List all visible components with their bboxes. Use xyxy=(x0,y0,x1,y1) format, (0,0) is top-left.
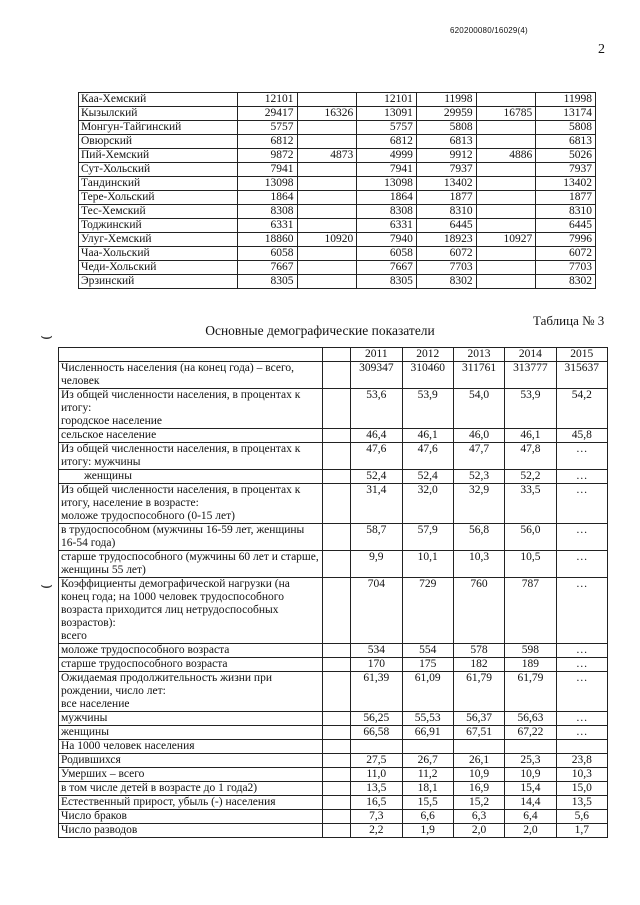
value-cell: 47,7 xyxy=(453,443,504,470)
table-row xyxy=(79,121,596,135)
blank-cell xyxy=(323,658,351,672)
value-cell: 9,9 xyxy=(351,551,402,578)
value-cell: 7941 xyxy=(357,163,417,177)
value-cell: 16785 xyxy=(476,107,536,121)
value-cell: 23,8 xyxy=(556,754,607,768)
value-cell: 46,1 xyxy=(402,429,453,443)
value-cell: 54,2 xyxy=(556,389,607,429)
value-cell: 11998 xyxy=(536,93,596,107)
value-cell: 2,0 xyxy=(453,824,504,838)
value-cell: 8305 xyxy=(357,275,417,289)
table-row xyxy=(79,233,596,247)
table-row xyxy=(59,644,608,658)
value-cell: 8302 xyxy=(536,275,596,289)
value-cell: 46,0 xyxy=(453,429,504,443)
value-cell xyxy=(297,275,357,289)
value-cell: 5757 xyxy=(357,121,417,135)
value-cell: 760 xyxy=(453,578,504,644)
value-cell: 6,6 xyxy=(402,810,453,824)
indicator-label: Из общей численности населения, в процентах к итогу: городское население xyxy=(59,389,323,429)
value-cell xyxy=(297,261,357,275)
value-cell: 4999 xyxy=(357,149,417,163)
year-header: 2012 xyxy=(402,348,453,362)
value-cell: 66,58 xyxy=(351,726,402,740)
value-cell: 11,0 xyxy=(351,768,402,782)
value-cell: 4886 xyxy=(476,149,536,163)
value-cell: 52,4 xyxy=(351,470,402,484)
value-cell: 6072 xyxy=(416,247,476,261)
value-cell: 15,5 xyxy=(402,796,453,810)
value-cell: 46,1 xyxy=(505,429,556,443)
value-cell xyxy=(297,93,357,107)
value-cell: 25,3 xyxy=(505,754,556,768)
table-row xyxy=(59,524,608,551)
value-cell: 67,22 xyxy=(505,726,556,740)
table-row xyxy=(59,810,608,824)
indicator-label: Число разводов xyxy=(59,824,323,838)
indicator-label: женщины xyxy=(59,726,323,740)
district-name-cell: Сут-Хольский xyxy=(79,163,238,177)
value-cell xyxy=(556,740,607,754)
value-cell: … xyxy=(556,712,607,726)
value-cell: 7667 xyxy=(357,261,417,275)
margin-mark: ⌣ xyxy=(40,325,54,347)
indicator-label: Ожидаемая продолжительность жизни при рождении, число лет: все население xyxy=(59,672,323,712)
indicator-label: моложе трудоспособного возраста xyxy=(59,644,323,658)
value-cell: 170 xyxy=(351,658,402,672)
value-cell: 58,7 xyxy=(351,524,402,551)
value-cell xyxy=(476,191,536,205)
table-row xyxy=(59,389,608,429)
value-cell: 32,9 xyxy=(453,484,504,524)
value-cell: 29417 xyxy=(237,107,297,121)
value-cell: 56,25 xyxy=(351,712,402,726)
value-cell xyxy=(476,177,536,191)
value-cell: 10927 xyxy=(476,233,536,247)
value-cell: 6058 xyxy=(237,247,297,261)
value-cell: 7996 xyxy=(536,233,596,247)
blank-cell xyxy=(323,726,351,740)
value-cell: 6812 xyxy=(237,135,297,149)
table-row xyxy=(59,754,608,768)
value-cell: 7940 xyxy=(357,233,417,247)
value-cell: 311761 xyxy=(453,362,504,389)
district-name-cell: Тес-Хемский xyxy=(79,205,238,219)
value-cell: 13098 xyxy=(237,177,297,191)
header-label-cell xyxy=(59,348,323,362)
year-header: 2013 xyxy=(453,348,504,362)
value-cell: 10,1 xyxy=(402,551,453,578)
district-name-cell: Кызылский xyxy=(79,107,238,121)
indicator-label: Умерших – всего xyxy=(59,768,323,782)
value-cell: 61,79 xyxy=(505,672,556,712)
value-cell: 45,8 xyxy=(556,429,607,443)
value-cell: 33,5 xyxy=(505,484,556,524)
value-cell xyxy=(476,121,536,135)
district-name-cell: Чеди-Хольский xyxy=(79,261,238,275)
value-cell: 10,3 xyxy=(556,768,607,782)
value-cell: 14,4 xyxy=(505,796,556,810)
value-cell: … xyxy=(556,578,607,644)
value-cell: … xyxy=(556,470,607,484)
value-cell: 32,0 xyxy=(402,484,453,524)
value-cell: 13174 xyxy=(536,107,596,121)
value-cell: 6,4 xyxy=(505,810,556,824)
value-cell: 53,9 xyxy=(505,389,556,429)
value-cell: 8305 xyxy=(237,275,297,289)
value-cell: 15,0 xyxy=(556,782,607,796)
value-cell: … xyxy=(556,524,607,551)
value-cell: 10,3 xyxy=(453,551,504,578)
blank-cell xyxy=(323,782,351,796)
table-row xyxy=(79,247,596,261)
blank-cell xyxy=(323,484,351,524)
value-cell: 26,1 xyxy=(453,754,504,768)
blank-cell xyxy=(323,362,351,389)
blank-cell xyxy=(323,810,351,824)
value-cell: 56,63 xyxy=(505,712,556,726)
district-name-cell: Пий-Хемский xyxy=(79,149,238,163)
value-cell xyxy=(297,121,357,135)
table-row xyxy=(59,362,608,389)
table-title: Основные демографические показатели xyxy=(205,323,435,338)
value-cell: 787 xyxy=(505,578,556,644)
table-row xyxy=(59,726,608,740)
blank-cell xyxy=(323,768,351,782)
value-cell: 5808 xyxy=(416,121,476,135)
indicator-label: старше трудоспособного возраста xyxy=(59,658,323,672)
table-row xyxy=(59,768,608,782)
value-cell: 1,7 xyxy=(556,824,607,838)
table-row xyxy=(59,658,608,672)
indicator-label: Родившихся xyxy=(59,754,323,768)
blank-cell xyxy=(323,754,351,768)
indicator-label: сельское население xyxy=(59,429,323,443)
value-cell xyxy=(297,191,357,205)
value-cell: 10,9 xyxy=(453,768,504,782)
value-cell: 53,9 xyxy=(402,389,453,429)
value-cell: 182 xyxy=(453,658,504,672)
value-cell: 13,5 xyxy=(351,782,402,796)
value-cell xyxy=(297,219,357,233)
value-cell: 16,5 xyxy=(351,796,402,810)
district-name-cell: Чаа-Хольский xyxy=(79,247,238,261)
value-cell: 315637 xyxy=(556,362,607,389)
value-cell: 52,4 xyxy=(402,470,453,484)
value-cell: 61,09 xyxy=(402,672,453,712)
value-cell: 6331 xyxy=(237,219,297,233)
table-row xyxy=(79,205,596,219)
demographic-indicators-table xyxy=(58,347,608,838)
table-row xyxy=(59,796,608,810)
district-name-cell: Каа-Хемский xyxy=(79,93,238,107)
value-cell xyxy=(476,275,536,289)
value-cell: 5026 xyxy=(536,149,596,163)
value-cell: 8310 xyxy=(416,205,476,219)
district-name-cell: Эрзинский xyxy=(79,275,238,289)
value-cell: 61,79 xyxy=(453,672,504,712)
district-name-cell: Тере-Хольский xyxy=(79,191,238,205)
indicator-label: На 1000 человек населения xyxy=(59,740,323,754)
indicator-label: Из общей численности населения, в процентах к итогу: мужчины xyxy=(59,443,323,470)
value-cell xyxy=(297,163,357,177)
value-cell xyxy=(297,177,357,191)
value-cell: 13402 xyxy=(536,177,596,191)
value-cell: 6058 xyxy=(357,247,417,261)
value-cell xyxy=(453,740,504,754)
value-cell: 55,53 xyxy=(402,712,453,726)
value-cell xyxy=(476,247,536,261)
document-id: 620200080/16029(4) xyxy=(450,26,528,35)
value-cell: 8308 xyxy=(357,205,417,219)
value-cell: 29959 xyxy=(416,107,476,121)
value-cell: 6,3 xyxy=(453,810,504,824)
page-number: 2 xyxy=(598,42,605,57)
value-cell: 7937 xyxy=(536,163,596,177)
value-cell xyxy=(297,135,357,149)
value-cell: 13402 xyxy=(416,177,476,191)
value-cell: 5757 xyxy=(237,121,297,135)
value-cell: 31,4 xyxy=(351,484,402,524)
value-cell: 46,4 xyxy=(351,429,402,443)
table-row xyxy=(79,93,596,107)
value-cell: 8308 xyxy=(237,205,297,219)
value-cell: 52,2 xyxy=(505,470,556,484)
value-cell: 9912 xyxy=(416,149,476,163)
value-cell: 18,1 xyxy=(402,782,453,796)
value-cell xyxy=(476,163,536,177)
value-cell: 54,0 xyxy=(453,389,504,429)
header-blank-cell xyxy=(323,348,351,362)
value-cell: … xyxy=(556,551,607,578)
value-cell: 6072 xyxy=(536,247,596,261)
value-cell: 9872 xyxy=(237,149,297,163)
table-row xyxy=(59,672,608,712)
table-row xyxy=(79,149,596,163)
value-cell: 6813 xyxy=(536,135,596,149)
district-name-cell: Овюрский xyxy=(79,135,238,149)
blank-cell xyxy=(323,524,351,551)
value-cell: 53,6 xyxy=(351,389,402,429)
blank-cell xyxy=(323,470,351,484)
value-cell: 12101 xyxy=(237,93,297,107)
value-cell xyxy=(505,740,556,754)
header-row xyxy=(59,348,608,362)
table-row xyxy=(79,163,596,177)
blank-cell xyxy=(323,796,351,810)
table-row xyxy=(79,261,596,275)
value-cell: 10,9 xyxy=(505,768,556,782)
value-cell: 26,7 xyxy=(402,754,453,768)
value-cell: 554 xyxy=(402,644,453,658)
value-cell: 4873 xyxy=(297,149,357,163)
value-cell: 6813 xyxy=(416,135,476,149)
value-cell: 56,0 xyxy=(505,524,556,551)
year-header: 2015 xyxy=(556,348,607,362)
value-cell: 56,8 xyxy=(453,524,504,551)
year-header: 2011 xyxy=(351,348,402,362)
value-cell xyxy=(297,205,357,219)
value-cell: 7937 xyxy=(416,163,476,177)
value-cell: 16,9 xyxy=(453,782,504,796)
value-cell: 66,91 xyxy=(402,726,453,740)
value-cell: 598 xyxy=(505,644,556,658)
value-cell: 309347 xyxy=(351,362,402,389)
value-cell: 6331 xyxy=(357,219,417,233)
indicator-label: Коэффициенты демографической нагрузки (на конец года; на 1000 человек трудоспособного возраста приходится лиц нетрудоспособных возрастов): всего xyxy=(59,578,323,644)
value-cell: 18923 xyxy=(416,233,476,247)
value-cell: 7,3 xyxy=(351,810,402,824)
value-cell: 8302 xyxy=(416,275,476,289)
value-cell: 1,9 xyxy=(402,824,453,838)
value-cell: 6445 xyxy=(416,219,476,233)
district-name-cell: Тандинский xyxy=(79,177,238,191)
indicator-label: Численность населения (на конец года) – всего, человек xyxy=(59,362,323,389)
value-cell: 10920 xyxy=(297,233,357,247)
value-cell: 7703 xyxy=(416,261,476,275)
indicator-label: в трудоспособном (мужчины 16-59 лет, женщины 16-54 года) xyxy=(59,524,323,551)
value-cell: 6445 xyxy=(536,219,596,233)
indicator-label: старше трудоспособного (мужчины 60 лет и старше, женщины 55 лет) xyxy=(59,551,323,578)
blank-cell xyxy=(323,551,351,578)
table-row xyxy=(59,429,608,443)
value-cell: … xyxy=(556,726,607,740)
value-cell: 7941 xyxy=(237,163,297,177)
value-cell xyxy=(476,219,536,233)
table-row xyxy=(79,177,596,191)
value-cell: 2,2 xyxy=(351,824,402,838)
blank-cell xyxy=(323,389,351,429)
value-cell: 7703 xyxy=(536,261,596,275)
value-cell xyxy=(476,93,536,107)
value-cell: … xyxy=(556,443,607,470)
value-cell: 56,37 xyxy=(453,712,504,726)
district-name-cell: Монгун-Тайгинский xyxy=(79,121,238,135)
value-cell xyxy=(476,261,536,275)
value-cell: 1864 xyxy=(237,191,297,205)
value-cell: 1864 xyxy=(357,191,417,205)
value-cell: 16326 xyxy=(297,107,357,121)
blank-cell xyxy=(323,578,351,644)
value-cell: … xyxy=(556,658,607,672)
value-cell: 18860 xyxy=(237,233,297,247)
table-row xyxy=(59,782,608,796)
district-name-cell: Тоджинский xyxy=(79,219,238,233)
value-cell: 6812 xyxy=(357,135,417,149)
value-cell: 313777 xyxy=(505,362,556,389)
value-cell: 5808 xyxy=(536,121,596,135)
table-row xyxy=(59,712,608,726)
blank-cell xyxy=(323,712,351,726)
indicator-label: Число браков xyxy=(59,810,323,824)
value-cell: 1877 xyxy=(536,191,596,205)
value-cell: 13091 xyxy=(357,107,417,121)
table-row xyxy=(59,551,608,578)
value-cell: 61,39 xyxy=(351,672,402,712)
table-row xyxy=(79,135,596,149)
value-cell xyxy=(351,740,402,754)
indicator-label: мужчины xyxy=(59,712,323,726)
value-cell: 57,9 xyxy=(402,524,453,551)
table-row xyxy=(79,219,596,233)
indicator-label: женщины xyxy=(59,470,323,484)
indicator-label: Из общей численности населения, в процентах к итогу, население в возрасте: моложе трудоспособного (0-15 лет) xyxy=(59,484,323,524)
table-number: Таблица № 3 xyxy=(533,313,605,328)
value-cell: 52,3 xyxy=(453,470,504,484)
table-row xyxy=(79,191,596,205)
blank-cell xyxy=(323,672,351,712)
blank-cell xyxy=(323,429,351,443)
value-cell: 310460 xyxy=(402,362,453,389)
value-cell: 67,51 xyxy=(453,726,504,740)
value-cell xyxy=(297,247,357,261)
value-cell: 47,6 xyxy=(402,443,453,470)
value-cell: 13,5 xyxy=(556,796,607,810)
value-cell: … xyxy=(556,672,607,712)
value-cell: 12101 xyxy=(357,93,417,107)
table-row xyxy=(59,824,608,838)
district-name-cell: Улуг-Хемский xyxy=(79,233,238,247)
value-cell: 27,5 xyxy=(351,754,402,768)
value-cell: 175 xyxy=(402,658,453,672)
value-cell xyxy=(476,135,536,149)
indicator-label: в том числе детей в возрасте до 1 года2) xyxy=(59,782,323,796)
table-row xyxy=(59,578,608,644)
value-cell xyxy=(402,740,453,754)
value-cell: 47,8 xyxy=(505,443,556,470)
value-cell: 15,4 xyxy=(505,782,556,796)
value-cell: 11998 xyxy=(416,93,476,107)
table-row xyxy=(59,484,608,524)
value-cell: 534 xyxy=(351,644,402,658)
value-cell: 7667 xyxy=(237,261,297,275)
value-cell: 578 xyxy=(453,644,504,658)
value-cell: 11,2 xyxy=(402,768,453,782)
table-row xyxy=(59,443,608,470)
value-cell: 13098 xyxy=(357,177,417,191)
table-row xyxy=(79,107,596,121)
value-cell: … xyxy=(556,644,607,658)
year-header: 2014 xyxy=(505,348,556,362)
value-cell: 2,0 xyxy=(505,824,556,838)
value-cell: 189 xyxy=(505,658,556,672)
value-cell: 47,6 xyxy=(351,443,402,470)
blank-cell xyxy=(323,644,351,658)
margin-mark: ⌣ xyxy=(40,574,54,596)
value-cell: 1877 xyxy=(416,191,476,205)
value-cell: 729 xyxy=(402,578,453,644)
table-row xyxy=(59,470,608,484)
value-cell: 5,6 xyxy=(556,810,607,824)
value-cell: 8310 xyxy=(536,205,596,219)
blank-cell xyxy=(323,443,351,470)
table-row xyxy=(79,275,596,289)
indicator-label: Естественный прирост, убыль (-) населения xyxy=(59,796,323,810)
value-cell: … xyxy=(556,484,607,524)
district-population-table xyxy=(78,92,596,289)
value-cell: 10,5 xyxy=(505,551,556,578)
value-cell xyxy=(476,205,536,219)
blank-cell xyxy=(323,740,351,754)
table-row xyxy=(59,740,608,754)
blank-cell xyxy=(323,824,351,838)
value-cell: 704 xyxy=(351,578,402,644)
value-cell: 15,2 xyxy=(453,796,504,810)
